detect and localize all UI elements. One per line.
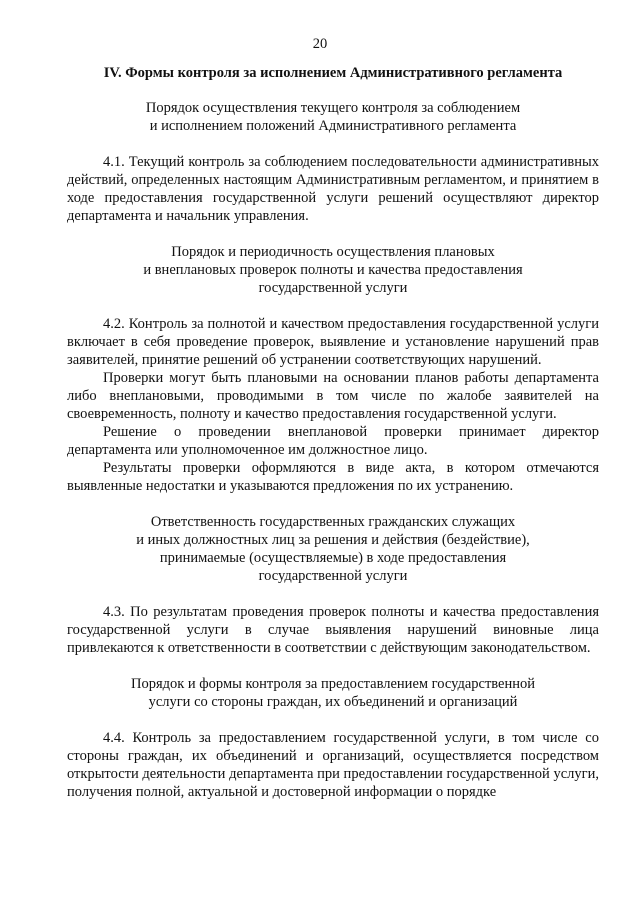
page-number: 20: [312, 36, 328, 52]
subsection-heading: [67, 243, 599, 297]
paragraph: Проверки могут быть плановыми на основании планов работы департамента либо внеплановыми, проводимыми в том числе по жалобе заявителей на своевременность, полноту и качество предоставления государственной услуги.: [67, 370, 599, 422]
paragraph: 4.4. Контроль за предоставлением государственной услуги, в том числе со стороны граждан, их объединений и организаций, осуществляется посредством открытости деятельности департамента при предоставлении государственной услуги, получения полной, актуальной и достоверной информации о порядке: [67, 730, 599, 800]
section-blocks: [67, 99, 599, 801]
paragraph: 4.3. По результатам проведения проверок полноты и качества предоставления государственной услуги в случае выявления нарушений виновные лица привлекаются к ответственности в соответствии с действующим законодательством.: [67, 604, 599, 656]
subsection-heading-line: Порядок и формы контроля за предоставлением государственной: [130, 676, 536, 692]
subsection-heading-line: государственной услуги: [258, 568, 408, 584]
section-title: IV. Формы контроля за исполнением Административного регламента: [103, 65, 563, 81]
paragraph: Результаты проверки оформляются в виде акта, в котором отмечаются выявленные недостатки и указываются предложения по их устранению.: [67, 460, 599, 494]
subsection-heading-line: Порядок осуществления текущего контроля за соблюдением: [145, 100, 521, 116]
paragraph: Решение о проведении внеплановой проверки принимает директор департамента или уполномоченное им должностное лицо.: [67, 424, 599, 458]
subsection: [67, 99, 599, 243]
document-body: [67, 64, 599, 801]
subsection-heading-line: принимаемые (осуществляемые) в ходе предоставления: [159, 550, 507, 566]
subsection-heading-line: Ответственность государственных гражданских служащих: [150, 514, 516, 530]
subsection-heading-line: Порядок и периодичность осуществления плановых: [171, 244, 495, 260]
subsection-heading-line: и иных должностных лиц за решения и действия (бездействие),: [136, 532, 530, 548]
subsection: [67, 675, 599, 801]
subsection-heading-line: и внеплановых проверок полноты и качества предоставления: [143, 262, 523, 278]
subsection-heading: [67, 513, 599, 585]
paragraph: 4.1. Текущий контроль за соблюдением последовательности административных действий, определенных настоящим Административным регламентом, и принятием в ходе предоставления государственной услуги решений осуществляют директор департамента и начальник управления.: [67, 154, 599, 224]
subsection-heading-line: и исполнением положений Административного регламента: [149, 118, 517, 134]
paragraph: 4.2. Контроль за полнотой и качеством предоставления государственной услуги включает в себя проведение проверок, выявление и установление нарушений прав заявителей, принятие решений об устранении соответствующих нарушений.: [67, 316, 599, 368]
subsection-heading: [67, 675, 599, 711]
subsection-heading-line: государственной услуги: [258, 280, 408, 296]
subsection-heading-line: услуги со стороны граждан, их объединений и организаций: [148, 694, 518, 710]
subsection: [67, 243, 599, 513]
subsection-heading: [67, 99, 599, 135]
subsection: [67, 513, 599, 675]
